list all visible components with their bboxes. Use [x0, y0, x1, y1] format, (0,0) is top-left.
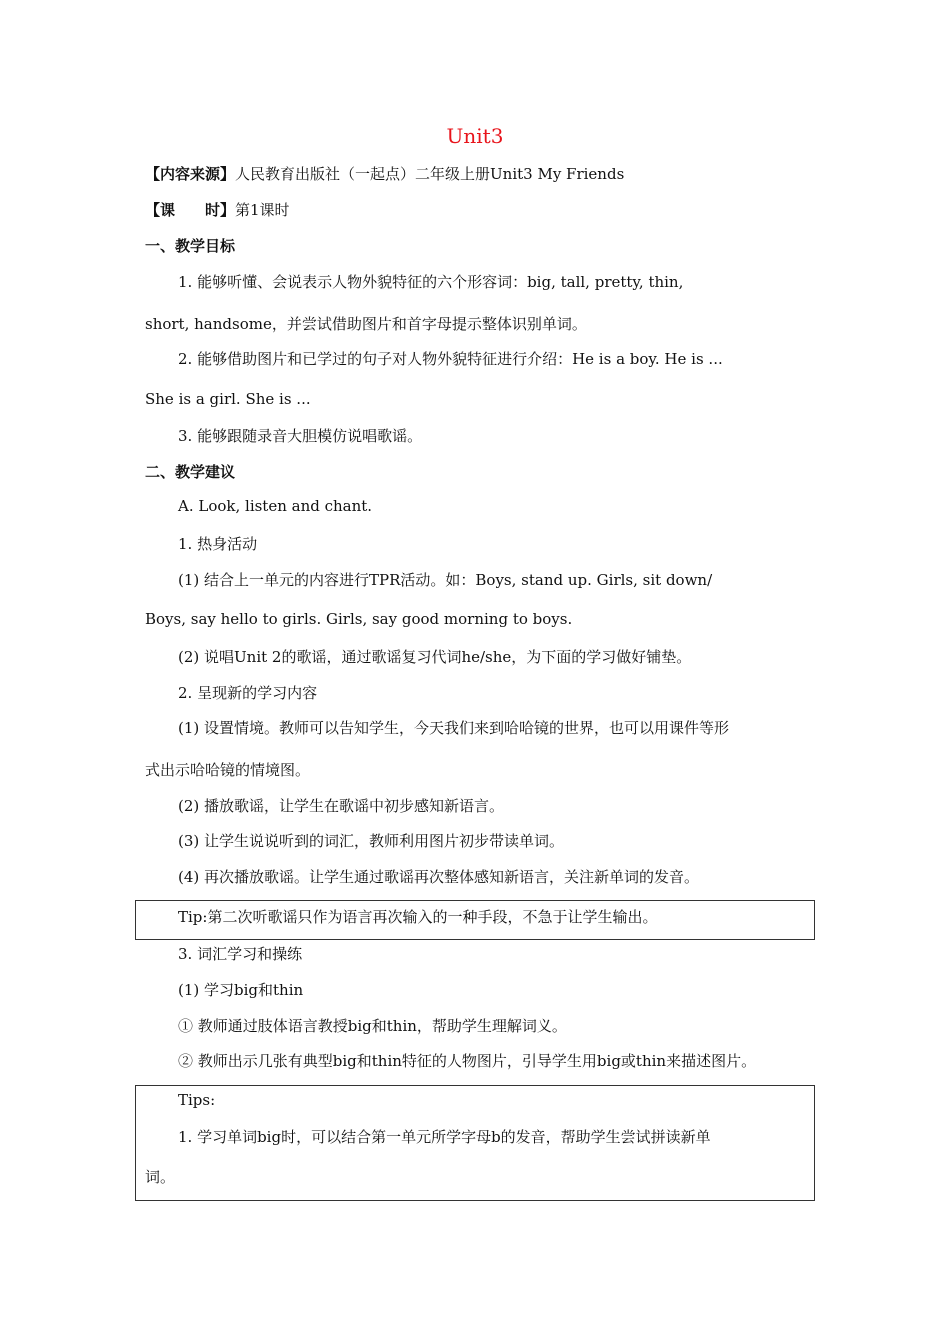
suggestion-line: 式出示哈哈镜的情境图。	[145, 761, 311, 779]
suggestion-line: (2) 说唱Unit 2的歌谣，通过歌谣复习代词he/she，为下面的学习做好铺垫。	[178, 648, 692, 666]
vocab-line: 3. 词汇学习和操练	[178, 945, 303, 963]
tip-text: Tip:第二次听歌谣只作为语言再次输入的一种手段，不急于让学生输出。	[178, 908, 658, 926]
vocab-line: ① 教师通过肢体语言教授big和thin，帮助学生理解词义。	[178, 1017, 567, 1035]
objective-line: 1. 能够听懂、会说表示人物外貌特征的六个形容词：big, tall, pretty, thin,	[178, 273, 684, 291]
section1-heading: 一、教学目标	[145, 237, 236, 255]
suggestion-line: (1) 设置情境。教师可以告知学生，今天我们来到哈哈镜的世界，也可以用课件等形	[178, 719, 730, 737]
suggestion-line: 1. 热身活动	[178, 535, 258, 553]
suggestion-line: (4) 再次播放歌谣。让学生通过歌谣再次整体感知新语言，关注新单词的发音。	[178, 868, 700, 886]
objective-line: 2. 能够借助图片和已学过的句子对人物外貌特征进行介绍：He is a boy. He is ...	[178, 350, 723, 368]
objective-line: 3. 能够跟随录音大胆模仿说唱歌谣。	[178, 427, 423, 445]
lesson-text: 第1课时	[235, 201, 290, 219]
source-line	[145, 163, 624, 184]
vocab-line: ② 教师出示几张有典型big和thin特征的人物图片，引导学生用big或thin来描述图片。	[178, 1052, 757, 1070]
source-label: 【内容来源】	[145, 165, 236, 183]
subsection-a-heading: A. Look, listen and chant.	[178, 497, 373, 515]
vocab-line: (1) 学习big和thin	[178, 981, 304, 999]
tips-heading: Tips:	[178, 1091, 216, 1109]
suggestion-line: 2. 呈现新的学习内容	[178, 684, 318, 702]
lesson-line	[145, 199, 290, 220]
document-title: Unit3	[446, 124, 504, 148]
source-text: 人民教育出版社（一起点）二年级上册Unit3 My Friends	[235, 165, 625, 183]
tip-box	[135, 900, 815, 940]
suggestion-line: (1) 结合上一单元的内容进行TPR活动。如：Boys, stand up. Girls, sit down/	[178, 571, 713, 589]
objective-line: She is a girl. She is ...	[145, 390, 311, 408]
tips-line: 词。	[145, 1168, 176, 1186]
objective-line: short, handsome，并尝试借助图片和首字母提示整体识别单词。	[145, 315, 587, 333]
suggestion-line: (2) 播放歌谣，让学生在歌谣中初步感知新语言。	[178, 797, 505, 815]
tips-line: 1. 学习单词big时，可以结合第一单元所学字母b的发音，帮助学生尝试拼读新单	[178, 1128, 711, 1146]
suggestion-line: Boys, say hello to girls. Girls, say good morning to boys.	[145, 610, 573, 628]
suggestion-line: (3) 让学生说说听到的词汇，教师利用图片初步带读单词。	[178, 832, 565, 850]
lesson-label: 【课 时】	[145, 201, 236, 219]
section2-heading: 二、教学建议	[145, 463, 236, 481]
tips-box	[135, 1085, 815, 1201]
